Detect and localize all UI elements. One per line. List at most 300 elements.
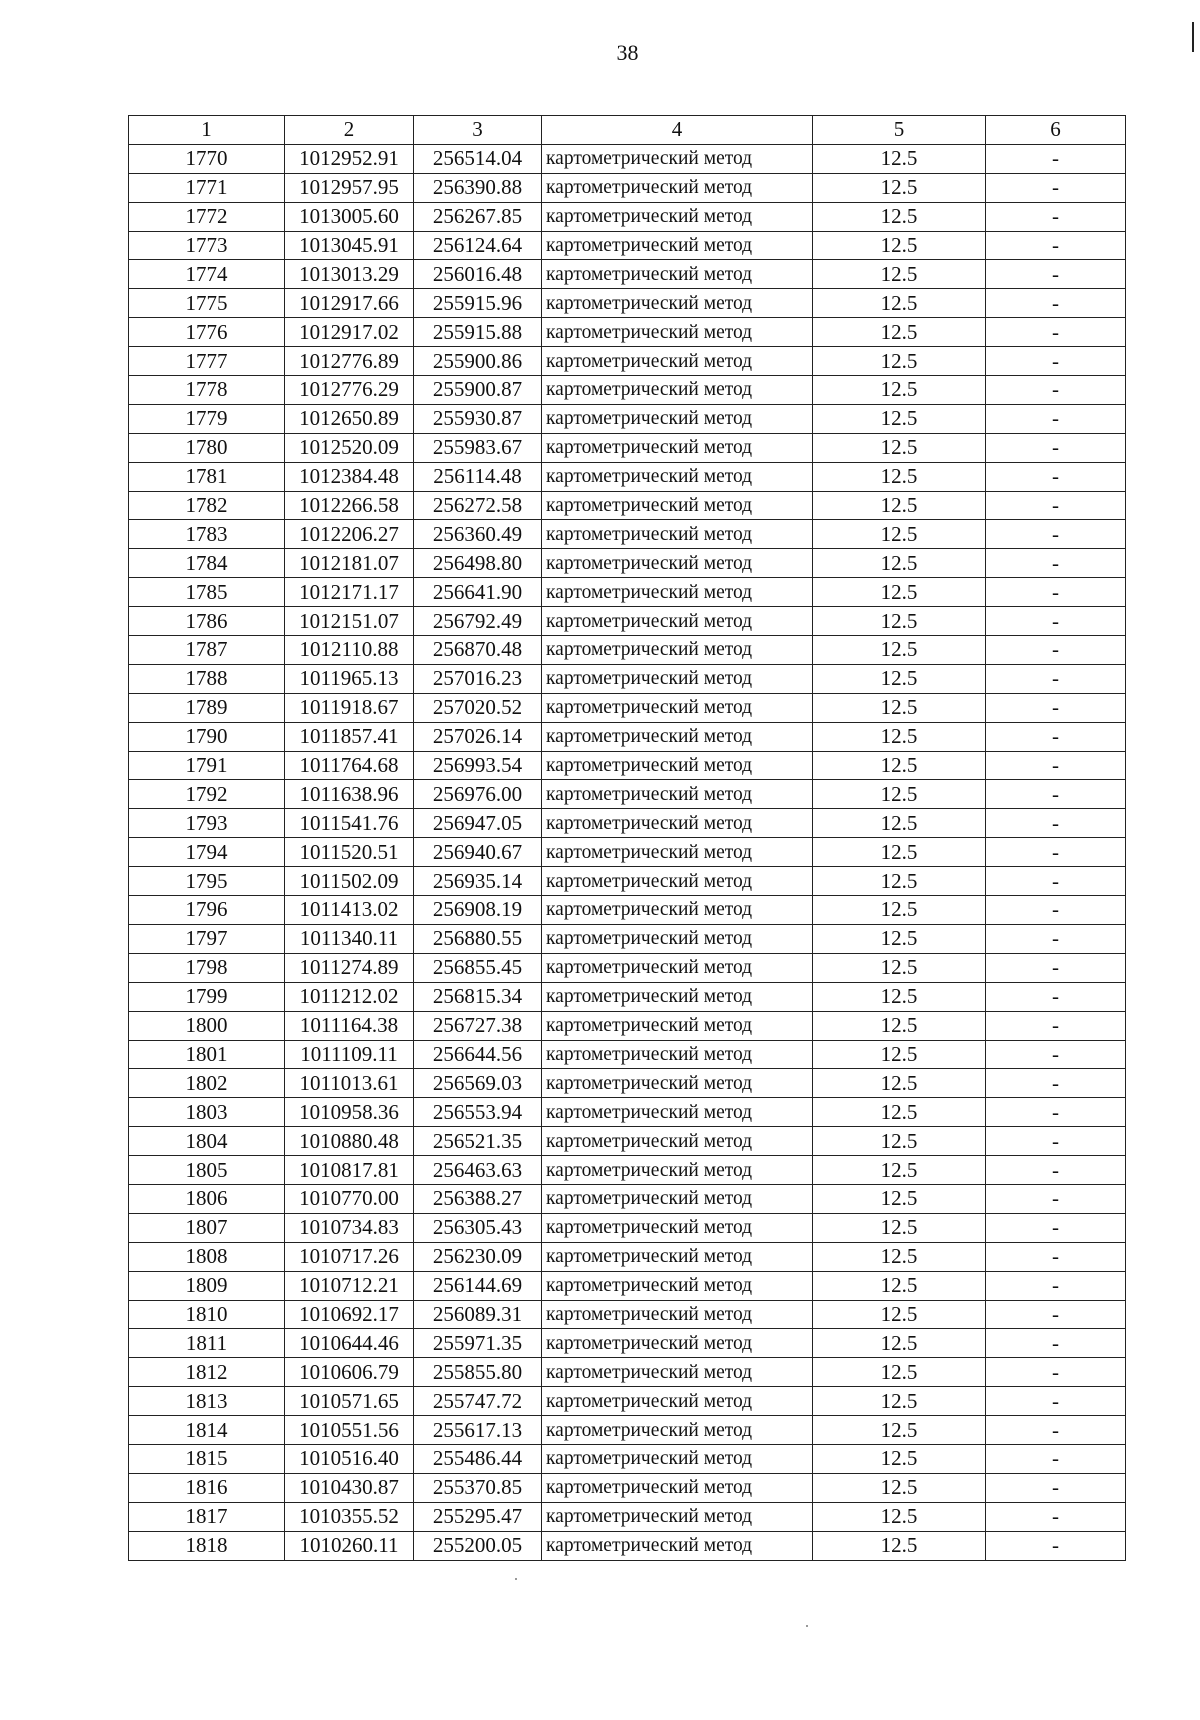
accuracy-cell: 12.5	[813, 1387, 986, 1416]
point-number-cell: 1792	[129, 780, 285, 809]
note-cell: -	[986, 1502, 1126, 1531]
accuracy-cell: 12.5	[813, 376, 986, 405]
y-coordinate-cell: 256644.56	[414, 1040, 542, 1069]
table-row	[129, 607, 1126, 636]
point-number-cell: 1770	[129, 144, 285, 173]
x-coordinate-cell: 1012957.95	[285, 173, 414, 202]
method-cell: картометрический метод	[542, 491, 813, 520]
method-cell: картометрический метод	[542, 1387, 813, 1416]
accuracy-cell: 12.5	[813, 982, 986, 1011]
accuracy-cell: 12.5	[813, 1098, 986, 1127]
x-coordinate-cell: 1012181.07	[285, 549, 414, 578]
x-coordinate-cell: 1011541.76	[285, 809, 414, 838]
x-coordinate-cell: 1012776.89	[285, 347, 414, 376]
method-cell: картометрический метод	[542, 1271, 813, 1300]
point-number-cell: 1789	[129, 693, 285, 722]
point-number-cell: 1773	[129, 231, 285, 260]
x-coordinate-cell: 1010355.52	[285, 1502, 414, 1531]
note-cell: -	[986, 1242, 1126, 1271]
method-cell: картометрический метод	[542, 838, 813, 867]
x-coordinate-cell: 1012206.27	[285, 520, 414, 549]
note-cell: -	[986, 1040, 1126, 1069]
accuracy-cell: 12.5	[813, 1416, 986, 1445]
y-coordinate-cell: 255915.96	[414, 289, 542, 318]
y-coordinate-cell: 256870.48	[414, 636, 542, 665]
point-number-cell: 1814	[129, 1416, 285, 1445]
method-cell: картометрический метод	[542, 1358, 813, 1387]
method-cell: картометрический метод	[542, 318, 813, 347]
method-cell: картометрический метод	[542, 751, 813, 780]
x-coordinate-cell: 1010958.36	[285, 1098, 414, 1127]
x-coordinate-cell: 1010571.65	[285, 1387, 414, 1416]
note-cell: -	[986, 693, 1126, 722]
accuracy-cell: 12.5	[813, 1040, 986, 1069]
y-coordinate-cell: 255200.05	[414, 1531, 542, 1560]
point-number-cell: 1776	[129, 318, 285, 347]
point-number-cell: 1781	[129, 462, 285, 491]
method-cell: картометрический метод	[542, 1416, 813, 1445]
table-header-row	[129, 116, 1126, 145]
scan-speck	[515, 1578, 517, 1580]
method-cell: картометрический метод	[542, 809, 813, 838]
point-number-cell: 1809	[129, 1271, 285, 1300]
point-number-cell: 1794	[129, 838, 285, 867]
note-cell: -	[986, 607, 1126, 636]
x-coordinate-cell: 1012952.91	[285, 144, 414, 173]
accuracy-cell: 12.5	[813, 636, 986, 665]
note-cell: -	[986, 173, 1126, 202]
x-coordinate-cell: 1010880.48	[285, 1127, 414, 1156]
y-coordinate-cell: 256855.45	[414, 953, 542, 982]
x-coordinate-cell: 1012384.48	[285, 462, 414, 491]
accuracy-cell: 12.5	[813, 433, 986, 462]
accuracy-cell: 12.5	[813, 1184, 986, 1213]
method-cell: картометрический метод	[542, 1473, 813, 1502]
point-number-cell: 1806	[129, 1184, 285, 1213]
y-coordinate-cell: 256553.94	[414, 1098, 542, 1127]
accuracy-cell: 12.5	[813, 1444, 986, 1473]
note-cell: -	[986, 1069, 1126, 1098]
note-cell: -	[986, 376, 1126, 405]
method-cell: картометрический метод	[542, 433, 813, 462]
y-coordinate-cell: 256940.67	[414, 838, 542, 867]
accuracy-cell: 12.5	[813, 1358, 986, 1387]
x-coordinate-cell: 1010770.00	[285, 1184, 414, 1213]
note-cell: -	[986, 433, 1126, 462]
point-number-cell: 1804	[129, 1127, 285, 1156]
note-cell: -	[986, 1444, 1126, 1473]
table-row	[129, 664, 1126, 693]
column-header: 2	[285, 116, 414, 145]
note-cell: -	[986, 780, 1126, 809]
x-coordinate-cell: 1011857.41	[285, 722, 414, 751]
x-coordinate-cell: 1011274.89	[285, 953, 414, 982]
table-row	[129, 376, 1126, 405]
note-cell: -	[986, 1127, 1126, 1156]
y-coordinate-cell: 256993.54	[414, 751, 542, 780]
method-cell: картометрический метод	[542, 896, 813, 925]
note-cell: -	[986, 636, 1126, 665]
accuracy-cell: 12.5	[813, 289, 986, 318]
point-number-cell: 1813	[129, 1387, 285, 1416]
y-coordinate-cell: 256388.27	[414, 1184, 542, 1213]
x-coordinate-cell: 1011212.02	[285, 982, 414, 1011]
note-cell: -	[986, 1531, 1126, 1560]
table-row	[129, 1329, 1126, 1358]
accuracy-cell: 12.5	[813, 462, 986, 491]
note-cell: -	[986, 896, 1126, 925]
method-cell: картометрический метод	[542, 202, 813, 231]
note-cell: -	[986, 260, 1126, 289]
note-cell: -	[986, 1184, 1126, 1213]
y-coordinate-cell: 256272.58	[414, 491, 542, 520]
method-cell: картометрический метод	[542, 1127, 813, 1156]
table-body	[129, 144, 1126, 1560]
accuracy-cell: 12.5	[813, 1127, 986, 1156]
point-number-cell: 1800	[129, 1011, 285, 1040]
column-header: 4	[542, 116, 813, 145]
method-cell: картометрический метод	[542, 607, 813, 636]
x-coordinate-cell: 1012917.02	[285, 318, 414, 347]
x-coordinate-cell: 1012776.29	[285, 376, 414, 405]
y-coordinate-cell: 256089.31	[414, 1300, 542, 1329]
accuracy-cell: 12.5	[813, 231, 986, 260]
table-row	[129, 1502, 1126, 1531]
x-coordinate-cell: 1010717.26	[285, 1242, 414, 1271]
method-cell: картометрический метод	[542, 462, 813, 491]
accuracy-cell: 12.5	[813, 896, 986, 925]
y-coordinate-cell: 256569.03	[414, 1069, 542, 1098]
table-row	[129, 1387, 1126, 1416]
y-coordinate-cell: 256976.00	[414, 780, 542, 809]
table-row	[129, 1098, 1126, 1127]
accuracy-cell: 12.5	[813, 693, 986, 722]
method-cell: картометрический метод	[542, 1011, 813, 1040]
y-coordinate-cell: 257020.52	[414, 693, 542, 722]
y-coordinate-cell: 255295.47	[414, 1502, 542, 1531]
point-number-cell: 1795	[129, 867, 285, 896]
x-coordinate-cell: 1012520.09	[285, 433, 414, 462]
point-number-cell: 1771	[129, 173, 285, 202]
note-cell: -	[986, 1098, 1126, 1127]
table-row	[129, 982, 1126, 1011]
x-coordinate-cell: 1012171.17	[285, 578, 414, 607]
y-coordinate-cell: 255855.80	[414, 1358, 542, 1387]
x-coordinate-cell: 1010692.17	[285, 1300, 414, 1329]
accuracy-cell: 12.5	[813, 1213, 986, 1242]
y-coordinate-cell: 256463.63	[414, 1156, 542, 1185]
y-coordinate-cell: 255747.72	[414, 1387, 542, 1416]
accuracy-cell: 12.5	[813, 780, 986, 809]
point-number-cell: 1791	[129, 751, 285, 780]
x-coordinate-cell: 1013013.29	[285, 260, 414, 289]
x-coordinate-cell: 1011764.68	[285, 751, 414, 780]
note-cell: -	[986, 462, 1126, 491]
note-cell: -	[986, 751, 1126, 780]
table-row	[129, 751, 1126, 780]
note-cell: -	[986, 578, 1126, 607]
method-cell: картометрический метод	[542, 693, 813, 722]
method-cell: картометрический метод	[542, 347, 813, 376]
x-coordinate-cell: 1011918.67	[285, 693, 414, 722]
y-coordinate-cell: 255983.67	[414, 433, 542, 462]
y-coordinate-cell: 255900.86	[414, 347, 542, 376]
accuracy-cell: 12.5	[813, 1011, 986, 1040]
note-cell: -	[986, 202, 1126, 231]
table-row	[129, 1473, 1126, 1502]
note-cell: -	[986, 1387, 1126, 1416]
table-row	[129, 1184, 1126, 1213]
accuracy-cell: 12.5	[813, 404, 986, 433]
method-cell: картометрический метод	[542, 780, 813, 809]
accuracy-cell: 12.5	[813, 347, 986, 376]
method-cell: картометрический метод	[542, 578, 813, 607]
x-coordinate-cell: 1011413.02	[285, 896, 414, 925]
x-coordinate-cell: 1010644.46	[285, 1329, 414, 1358]
method-cell: картометрический метод	[542, 953, 813, 982]
y-coordinate-cell: 256230.09	[414, 1242, 542, 1271]
table-row	[129, 838, 1126, 867]
method-cell: картометрический метод	[542, 1184, 813, 1213]
scan-edge-mark	[1192, 22, 1194, 52]
x-coordinate-cell: 1013045.91	[285, 231, 414, 260]
method-cell: картометрический метод	[542, 867, 813, 896]
table-row	[129, 636, 1126, 665]
method-cell: картометрический метод	[542, 289, 813, 318]
x-coordinate-cell: 1010551.56	[285, 1416, 414, 1445]
method-cell: картометрический метод	[542, 173, 813, 202]
table-row	[129, 462, 1126, 491]
y-coordinate-cell: 256114.48	[414, 462, 542, 491]
y-coordinate-cell: 256815.34	[414, 982, 542, 1011]
method-cell: картометрический метод	[542, 982, 813, 1011]
table-row	[129, 1011, 1126, 1040]
method-cell: картометрический метод	[542, 1242, 813, 1271]
y-coordinate-cell: 255930.87	[414, 404, 542, 433]
x-coordinate-cell: 1011109.11	[285, 1040, 414, 1069]
x-coordinate-cell: 1011164.38	[285, 1011, 414, 1040]
method-cell: картометрический метод	[542, 231, 813, 260]
method-cell: картометрический метод	[542, 1300, 813, 1329]
accuracy-cell: 12.5	[813, 1531, 986, 1560]
table-row	[129, 491, 1126, 520]
y-coordinate-cell: 256390.88	[414, 173, 542, 202]
x-coordinate-cell: 1011520.51	[285, 838, 414, 867]
y-coordinate-cell: 256267.85	[414, 202, 542, 231]
point-number-cell: 1805	[129, 1156, 285, 1185]
method-cell: картометрический метод	[542, 520, 813, 549]
point-number-cell: 1784	[129, 549, 285, 578]
y-coordinate-cell: 257026.14	[414, 722, 542, 751]
accuracy-cell: 12.5	[813, 664, 986, 693]
point-number-cell: 1810	[129, 1300, 285, 1329]
point-number-cell: 1779	[129, 404, 285, 433]
note-cell: -	[986, 1329, 1126, 1358]
point-number-cell: 1783	[129, 520, 285, 549]
y-coordinate-cell: 256360.49	[414, 520, 542, 549]
method-cell: картометрический метод	[542, 404, 813, 433]
note-cell: -	[986, 491, 1126, 520]
point-number-cell: 1785	[129, 578, 285, 607]
method-cell: картометрический метод	[542, 1213, 813, 1242]
accuracy-cell: 12.5	[813, 924, 986, 953]
table-row	[129, 347, 1126, 376]
x-coordinate-cell: 1010734.83	[285, 1213, 414, 1242]
accuracy-cell: 12.5	[813, 173, 986, 202]
y-coordinate-cell: 255617.13	[414, 1416, 542, 1445]
note-cell: -	[986, 1473, 1126, 1502]
point-number-cell: 1788	[129, 664, 285, 693]
point-number-cell: 1796	[129, 896, 285, 925]
accuracy-cell: 12.5	[813, 953, 986, 982]
table-row	[129, 1416, 1126, 1445]
note-cell: -	[986, 953, 1126, 982]
table-row	[129, 809, 1126, 838]
x-coordinate-cell: 1010516.40	[285, 1444, 414, 1473]
scan-speck	[806, 1625, 808, 1627]
table-row	[129, 1271, 1126, 1300]
y-coordinate-cell: 255971.35	[414, 1329, 542, 1358]
table-row	[129, 202, 1126, 231]
method-cell: картометрический метод	[542, 1098, 813, 1127]
note-cell: -	[986, 1271, 1126, 1300]
note-cell: -	[986, 1156, 1126, 1185]
point-number-cell: 1793	[129, 809, 285, 838]
point-number-cell: 1812	[129, 1358, 285, 1387]
table-row	[129, 578, 1126, 607]
y-coordinate-cell: 256880.55	[414, 924, 542, 953]
point-number-cell: 1817	[129, 1502, 285, 1531]
table-row	[129, 896, 1126, 925]
table-row	[129, 520, 1126, 549]
note-cell: -	[986, 520, 1126, 549]
table-row	[129, 318, 1126, 347]
accuracy-cell: 12.5	[813, 1329, 986, 1358]
accuracy-cell: 12.5	[813, 549, 986, 578]
table-row	[129, 404, 1126, 433]
note-cell: -	[986, 1416, 1126, 1445]
table-row	[129, 1531, 1126, 1560]
point-number-cell: 1780	[129, 433, 285, 462]
accuracy-cell: 12.5	[813, 1502, 986, 1531]
y-coordinate-cell: 256514.04	[414, 144, 542, 173]
method-cell: картометрический метод	[542, 144, 813, 173]
note-cell: -	[986, 664, 1126, 693]
method-cell: картометрический метод	[542, 664, 813, 693]
y-coordinate-cell: 256016.48	[414, 260, 542, 289]
accuracy-cell: 12.5	[813, 491, 986, 520]
table-row	[129, 1358, 1126, 1387]
point-number-cell: 1778	[129, 376, 285, 405]
method-cell: картометрический метод	[542, 636, 813, 665]
point-number-cell: 1786	[129, 607, 285, 636]
method-cell: картометрический метод	[542, 376, 813, 405]
accuracy-cell: 12.5	[813, 607, 986, 636]
point-number-cell: 1802	[129, 1069, 285, 1098]
y-coordinate-cell: 256792.49	[414, 607, 542, 636]
y-coordinate-cell: 256641.90	[414, 578, 542, 607]
accuracy-cell: 12.5	[813, 1242, 986, 1271]
point-number-cell: 1811	[129, 1329, 285, 1358]
accuracy-cell: 12.5	[813, 838, 986, 867]
method-cell: картометрический метод	[542, 1040, 813, 1069]
note-cell: -	[986, 809, 1126, 838]
table-row	[129, 1069, 1126, 1098]
x-coordinate-cell: 1011013.61	[285, 1069, 414, 1098]
table-row	[129, 289, 1126, 318]
y-coordinate-cell: 255370.85	[414, 1473, 542, 1502]
table-row	[129, 1127, 1126, 1156]
column-header: 3	[414, 116, 542, 145]
point-number-cell: 1774	[129, 260, 285, 289]
accuracy-cell: 12.5	[813, 1271, 986, 1300]
x-coordinate-cell: 1012266.58	[285, 491, 414, 520]
note-cell: -	[986, 404, 1126, 433]
x-coordinate-cell: 1013005.60	[285, 202, 414, 231]
x-coordinate-cell: 1010606.79	[285, 1358, 414, 1387]
coordinates-table	[128, 115, 1126, 1561]
page-number: 38	[616, 40, 639, 65]
x-coordinate-cell: 1012650.89	[285, 404, 414, 433]
method-cell: картометрический метод	[542, 924, 813, 953]
column-header: 6	[986, 116, 1126, 145]
note-cell: -	[986, 549, 1126, 578]
y-coordinate-cell: 256935.14	[414, 867, 542, 896]
y-coordinate-cell: 255915.88	[414, 318, 542, 347]
note-cell: -	[986, 867, 1126, 896]
accuracy-cell: 12.5	[813, 520, 986, 549]
table-row	[129, 144, 1126, 173]
accuracy-cell: 12.5	[813, 809, 986, 838]
note-cell: -	[986, 347, 1126, 376]
y-coordinate-cell: 256947.05	[414, 809, 542, 838]
table-row	[129, 1213, 1126, 1242]
note-cell: -	[986, 982, 1126, 1011]
note-cell: -	[986, 1011, 1126, 1040]
y-coordinate-cell: 256498.80	[414, 549, 542, 578]
table-row	[129, 260, 1126, 289]
x-coordinate-cell: 1012151.07	[285, 607, 414, 636]
point-number-cell: 1775	[129, 289, 285, 318]
accuracy-cell: 12.5	[813, 318, 986, 347]
y-coordinate-cell: 256908.19	[414, 896, 542, 925]
table-row	[129, 1040, 1126, 1069]
point-number-cell: 1816	[129, 1473, 285, 1502]
accuracy-cell: 12.5	[813, 722, 986, 751]
note-cell: -	[986, 231, 1126, 260]
note-cell: -	[986, 838, 1126, 867]
note-cell: -	[986, 289, 1126, 318]
y-coordinate-cell: 256521.35	[414, 1127, 542, 1156]
accuracy-cell: 12.5	[813, 867, 986, 896]
note-cell: -	[986, 1358, 1126, 1387]
note-cell: -	[986, 1300, 1126, 1329]
column-header: 5	[813, 116, 986, 145]
table-row	[129, 722, 1126, 751]
y-coordinate-cell: 256727.38	[414, 1011, 542, 1040]
point-number-cell: 1799	[129, 982, 285, 1011]
accuracy-cell: 12.5	[813, 202, 986, 231]
accuracy-cell: 12.5	[813, 260, 986, 289]
table-row	[129, 433, 1126, 462]
x-coordinate-cell: 1010260.11	[285, 1531, 414, 1560]
method-cell: картометрический метод	[542, 1329, 813, 1358]
x-coordinate-cell: 1011502.09	[285, 867, 414, 896]
note-cell: -	[986, 924, 1126, 953]
method-cell: картометрический метод	[542, 549, 813, 578]
method-cell: картометрический метод	[542, 1069, 813, 1098]
point-number-cell: 1797	[129, 924, 285, 953]
